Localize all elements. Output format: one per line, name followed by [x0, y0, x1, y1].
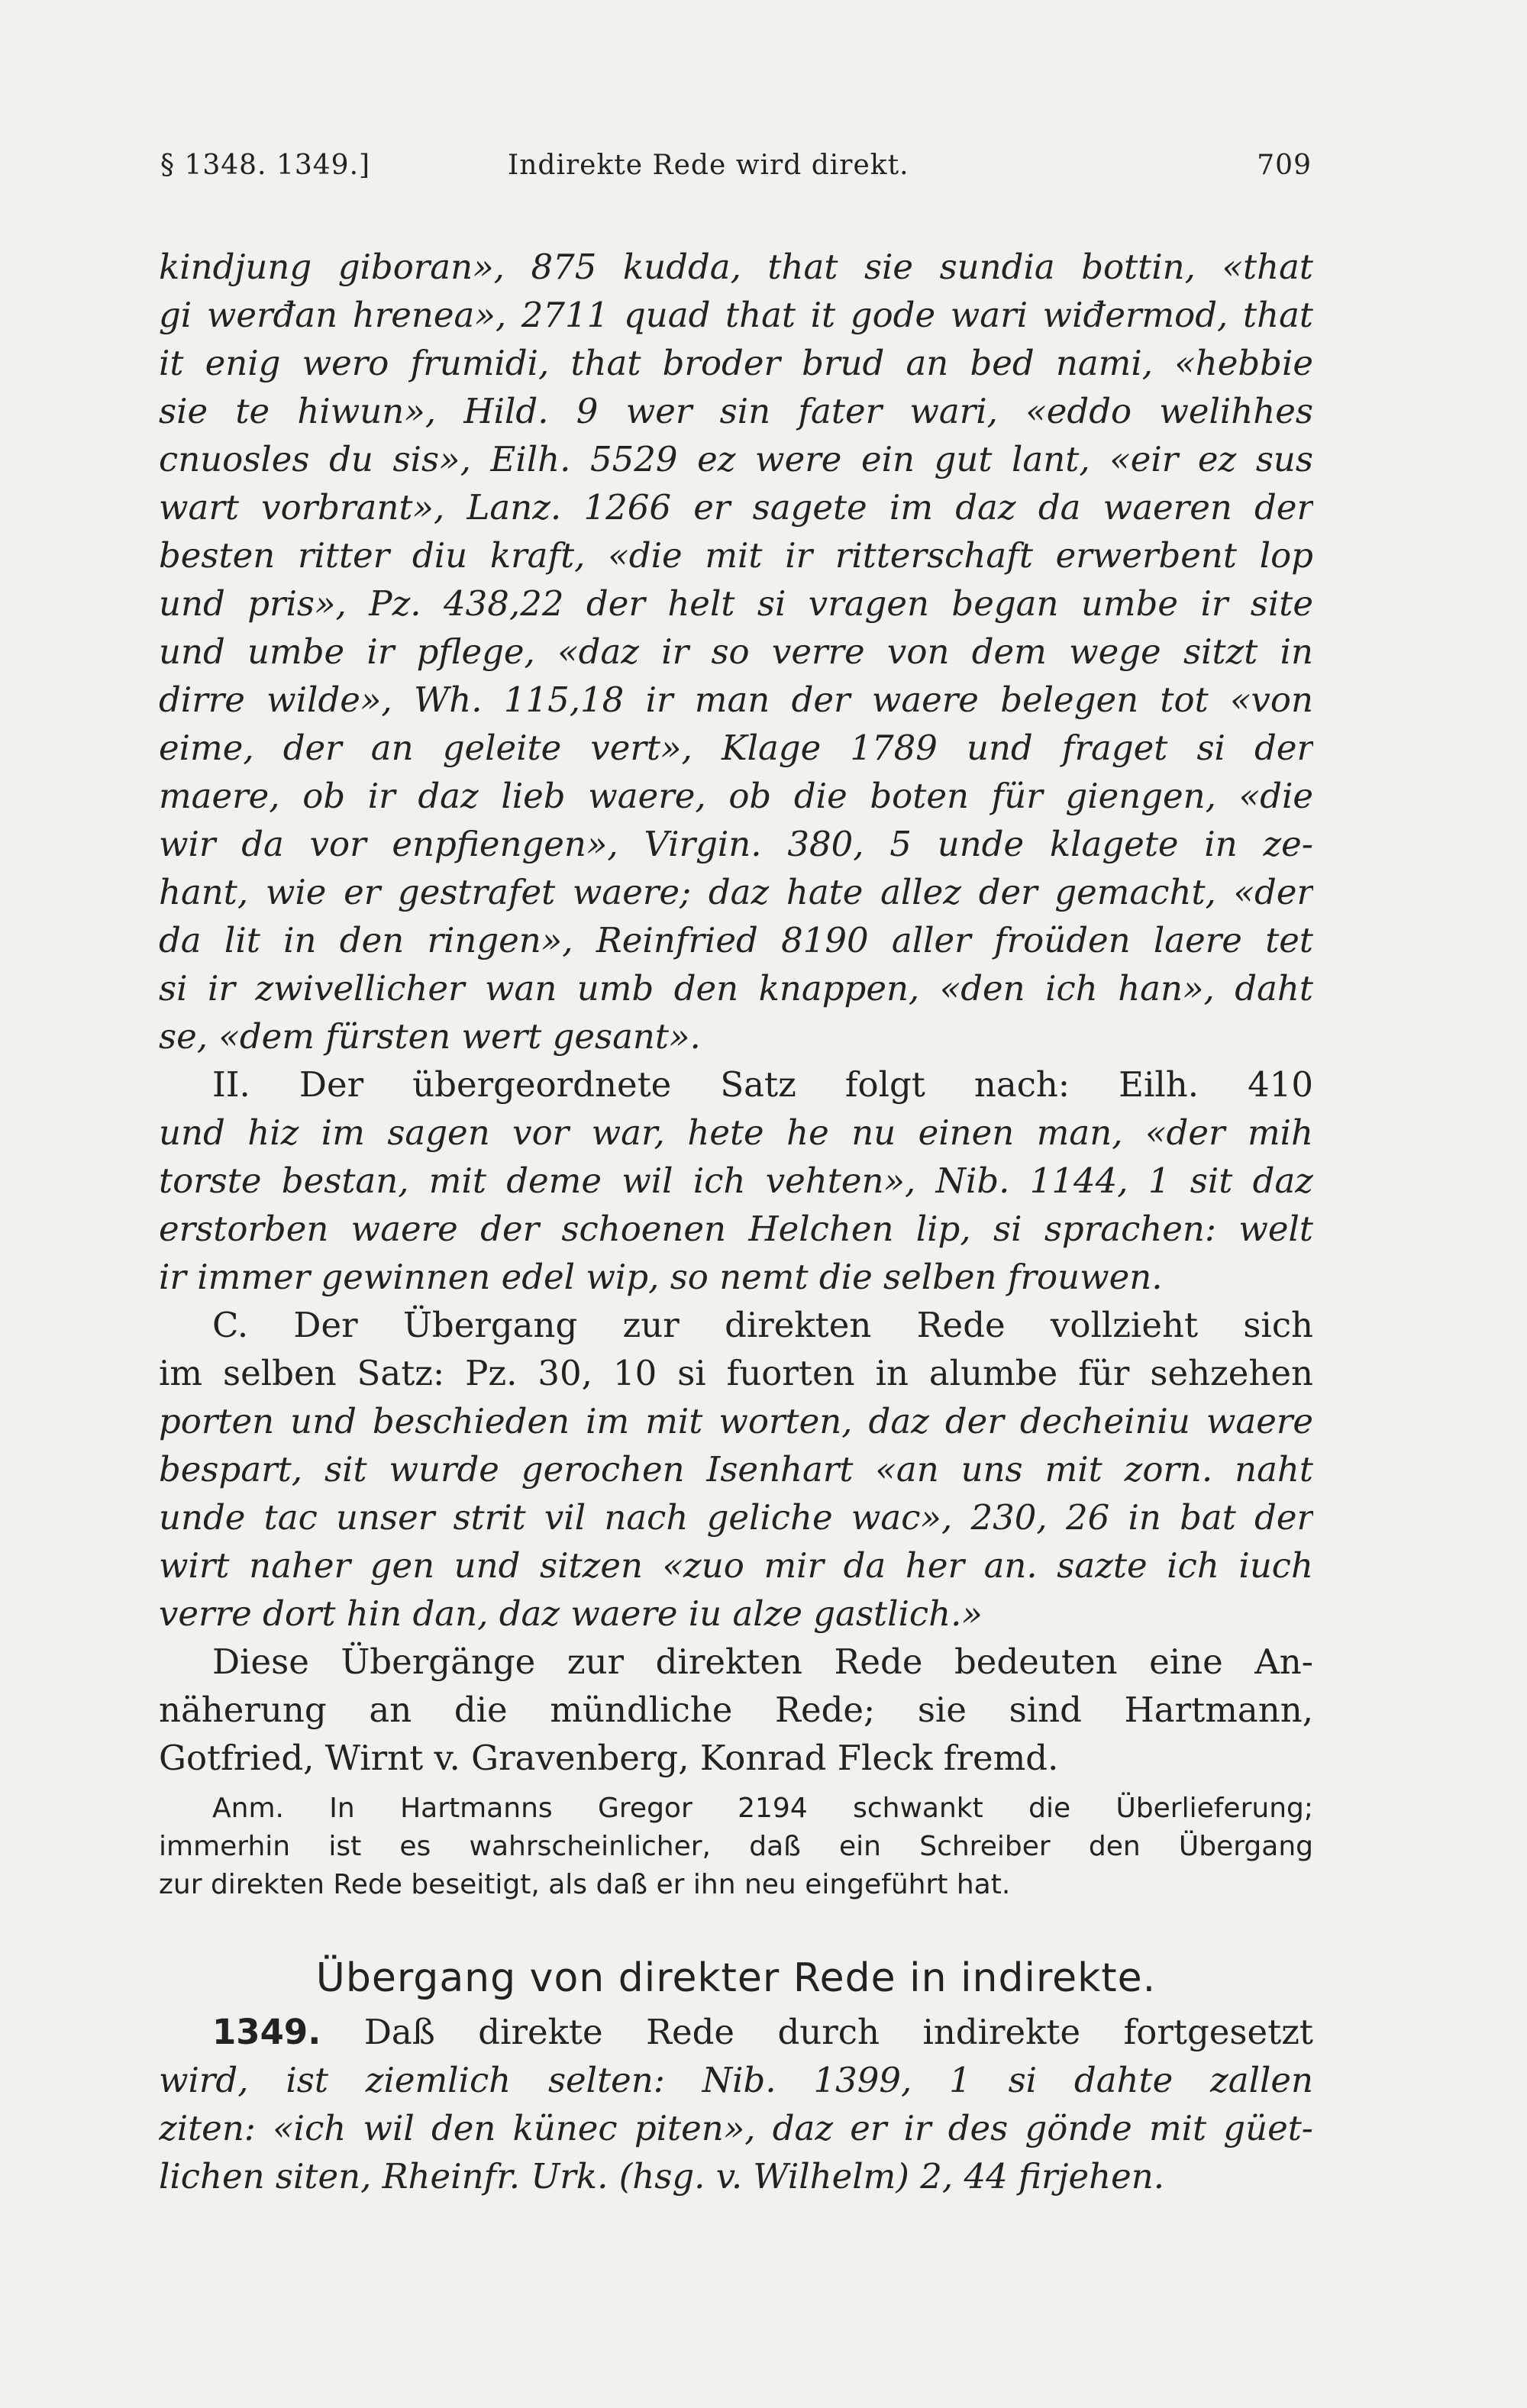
text-line: bespart, sit wurde gerochen Isenhart «an uns mit zorn. naht	[159, 1449, 1313, 1490]
text-line: gi werđan hrenea», 2711 quad that it gode wari wiđermod, that	[159, 295, 1313, 335]
text-line: verre dort hin dan, daz waere iu alze gastlich.»	[159, 1593, 983, 1634]
text-line: erstorben waere der schoenen Helchen lip, si sprachen: welt	[159, 1209, 1313, 1249]
text-line: maere, ob ir daz lieb waere, ob die boten für giengen, «die	[159, 776, 1313, 816]
text-line: ziten: «ich wil den künec piten», daz er ir des gönde mit güet-	[159, 2108, 1313, 2148]
text-line: ir immer gewinnen edel wip, so nemt die selben frouwen.	[159, 1257, 1163, 1297]
paragraph-start: Diese Übergänge zur direkten Rede bedeuten eine An-	[212, 1641, 1313, 1682]
text-line: unde tac unser strit vil nach geliche wac», 230, 26 in bat der	[159, 1497, 1313, 1538]
text-line: sie te hiwun», Hild. 9 wer sin fater wari, «eddo welihhes	[159, 391, 1313, 431]
text-line: si ir zwivellicher wan umb den knappen, «den ich han», daht	[159, 968, 1313, 1009]
text-line: wirt naher gen und sitzen «zuo mir da her an. sazte ich iuch	[159, 1545, 1313, 1586]
chapter-title: Indirekte Rede wird direkt.	[508, 150, 909, 181]
text-line: und umbe ir pflege, «daz ir so verre von dem wege sitzt in	[159, 631, 1313, 672]
text-line: hant, wie er gestrafet waere; daz hate allez der gemacht, «der	[159, 872, 1313, 912]
note-line: immerhin ist es wahrscheinlicher, daß ein Schreiber den Übergang	[159, 1831, 1313, 1862]
paragraph-start: II. Der übergeordnete Satz folgt nach: Eilh. 410	[212, 1064, 1313, 1105]
text-line: wir da vor enpfiengen», Virgin. 380, 5 unde klagete in ze-	[159, 824, 1313, 864]
text-line: Gotfried, Wirnt v. Gravenberg, Konrad Fleck fremd.	[159, 1738, 1059, 1778]
text-line: besten ritter diu kraft, «die mit ir ritterschaft erwerbent lop	[159, 535, 1313, 576]
text-line: im selben Satz: Pz. 30, 10 si fuorten in alumbe für sehzehen	[159, 1353, 1313, 1393]
text-line: wart vorbrant», Lanz. 1266 er sagete im daz da waeren der	[159, 487, 1313, 528]
text-line: und hiz im sagen vor war, hete he nu einen man, «der mih	[159, 1112, 1313, 1153]
text-line: näherung an die mündliche Rede; sie sind Hartmann,	[159, 1690, 1313, 1730]
text-line: kindjung giboran», 875 kudda, that sie sundia bottin, «that	[159, 247, 1313, 287]
text-line: se, «dem fürsten wert gesant».	[159, 1016, 701, 1057]
text-line: torste bestan, mit deme wil ich vehten», Nib. 1144, 1 sit daz	[159, 1160, 1313, 1201]
running-header	[160, 150, 1312, 192]
text-line: wird, ist ziemlich selten: Nib. 1399, 1 si dahte zallen	[159, 2060, 1313, 2100]
text-line: cnuosles du sis», Eilh. 5529 ez were ein gut lant, «eir ez sus	[159, 439, 1313, 479]
section-heading: Übergang von direkter Rede in indirekte.	[315, 1955, 1157, 2001]
text-line: it enig wero frumidi, that broder brud an bed nami, «hebbie	[159, 343, 1313, 383]
note-line: zur direkten Rede beseitigt, als daß er ihn neu eingeführt hat.	[159, 1869, 1011, 1900]
text-line: da lit in den ringen», Reinfried 8190 aller froüden laere tet	[159, 920, 1313, 960]
text-line: lichen siten, Rheinfr. Urk. (hsg. v. Wilhelm) 2, 44 firjehen.	[159, 2156, 1165, 2197]
text-line: dirre wilde», Wh. 115,18 ir man der waere belegen tot «von	[159, 679, 1313, 720]
section-text: Daß direkte Rede durch indirekte fortgesetzt	[363, 2012, 1313, 2052]
page-number: 709	[1257, 150, 1312, 181]
section-number: 1349.	[212, 2012, 321, 2052]
paragraph-start: C. Der Übergang zur direkten Rede vollzieht sich	[212, 1305, 1313, 1345]
note-line: Anm. In Hartmanns Gregor 2194 schwankt die Überlieferung;	[212, 1793, 1313, 1824]
text-line: eime, der an geleite vert», Klage 1789 und fraget si der	[159, 728, 1313, 768]
annotation-note	[159, 1790, 1313, 1904]
text-line: porten und beschieden im mit worten, daz der decheiniu waere	[159, 1401, 1313, 1441]
section-first-line	[159, 2008, 1313, 2056]
section-reference: § 1348. 1349.]	[160, 150, 371, 181]
text-line: und pris», Pz. 438,22 der helt si vragen began umbe ir site	[159, 583, 1313, 624]
main-text	[159, 243, 1313, 2200]
